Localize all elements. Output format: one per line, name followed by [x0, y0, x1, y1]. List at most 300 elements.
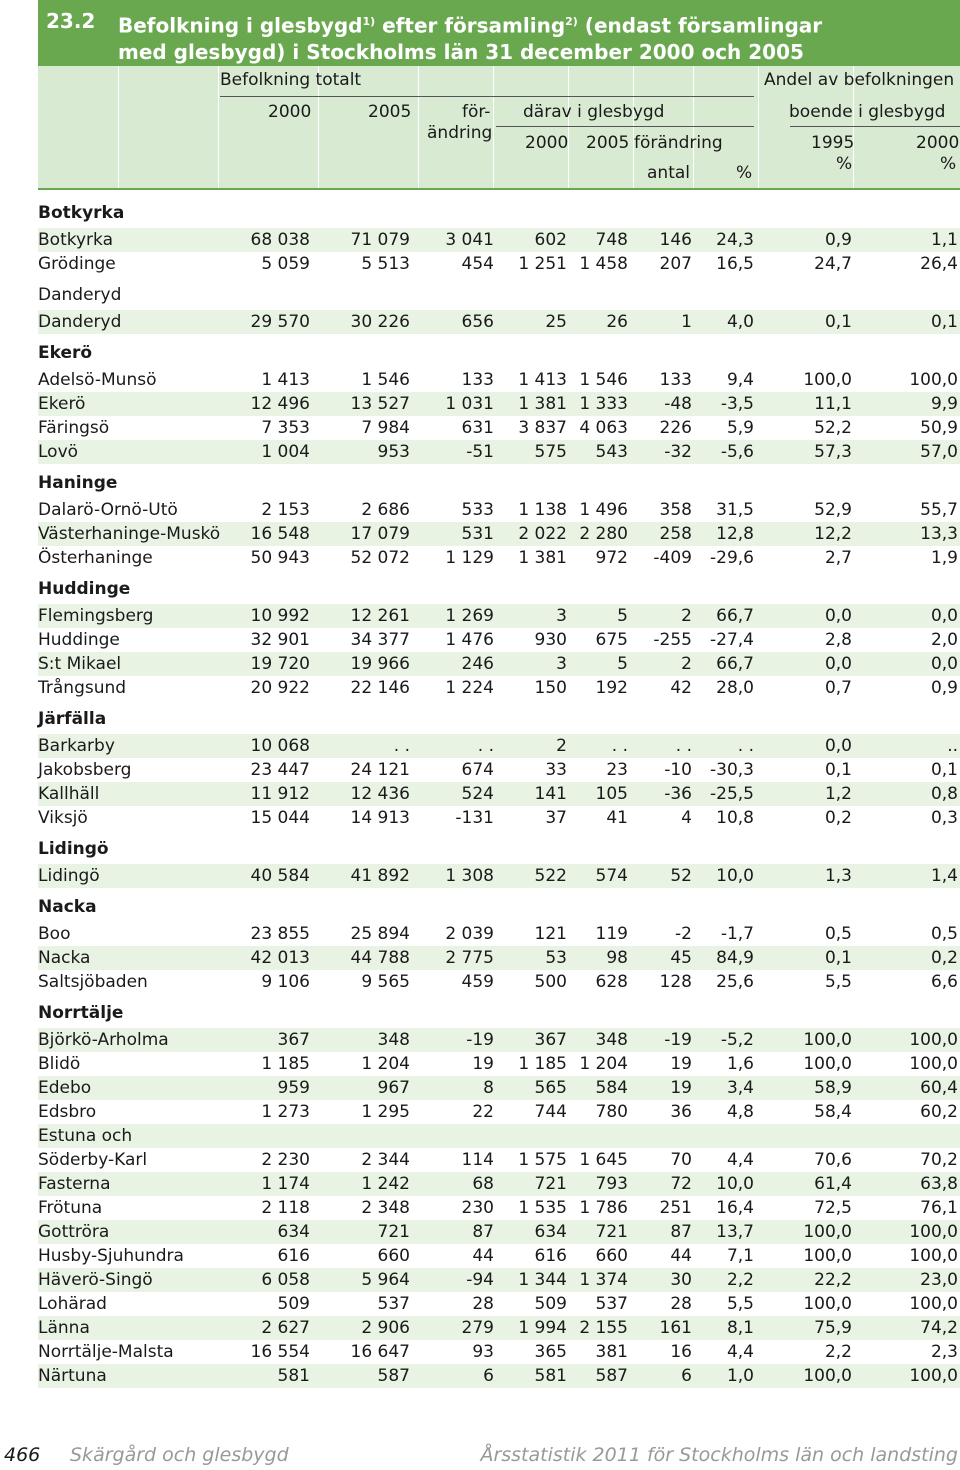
cell-value: -10: [664, 760, 692, 780]
table-row: [38, 1268, 960, 1292]
table-row: [38, 498, 960, 522]
cell-value: 6,6: [930, 972, 958, 992]
cell-value: 543: [595, 442, 628, 462]
table-number: 23.2: [46, 9, 96, 33]
cell-value: 1 185: [518, 1054, 567, 1074]
cell-value: 522: [534, 866, 567, 886]
cell-value: 230: [461, 1198, 494, 1218]
cell-value: 616: [277, 1246, 310, 1266]
cell-value: 10,8: [716, 808, 754, 828]
cell-value: 8,1: [726, 1318, 754, 1338]
parish-name: Husby-Sjuhundra: [38, 1246, 184, 1266]
cell-value: 581: [277, 1366, 310, 1386]
cell-value: 84,9: [716, 948, 754, 968]
cell-value: 1 413: [518, 370, 567, 390]
cell-value: 26: [606, 312, 628, 332]
cell-value: 31,5: [716, 500, 754, 520]
table-title: Befolkning i glesbygd$^{1)}$ efter församling$^{2)}$ (endast församlingar med glesbygd) i Stockholms län 31 december 2000 och 2005: [118, 13, 823, 64]
cell-value: 16 548: [250, 524, 310, 544]
cell-value: 60,2: [920, 1102, 958, 1122]
parish-name: Barkarby: [38, 736, 115, 756]
cell-value: 631: [461, 418, 494, 438]
cell-value: 1 786: [579, 1198, 628, 1218]
group-name: Ekerö: [38, 343, 93, 363]
table-row: [38, 758, 960, 782]
cell-value: 2,7: [824, 548, 852, 568]
cell-value: 0,0: [824, 654, 852, 674]
cell-value: 4,4: [726, 1342, 754, 1362]
cell-value: 2 280: [579, 524, 628, 544]
cell-value: 16,4: [716, 1198, 754, 1218]
parish-name: Länna: [38, 1318, 90, 1338]
table-row: [38, 970, 960, 994]
page-footer: [0, 1440, 960, 1470]
cell-value: 9,9: [930, 394, 958, 414]
parish-name: Trångsund: [38, 678, 127, 698]
cell-value: 674: [461, 760, 494, 780]
cell-value: 128: [659, 972, 692, 992]
cell-value: 36: [670, 1102, 692, 1122]
cell-value: 1 224: [445, 678, 494, 698]
cell-value: 0,5: [824, 924, 852, 944]
cell-value: 10,0: [716, 866, 754, 886]
table-row: [38, 1220, 960, 1244]
cell-value: 1,0: [726, 1366, 754, 1386]
cell-value: 44 788: [350, 948, 410, 968]
cell-value: 119: [595, 924, 628, 944]
cell-value: 100,0: [803, 1030, 852, 1050]
cell-value: 4: [681, 808, 692, 828]
cell-value: 381: [595, 1342, 628, 1362]
cell-value: 60,4: [920, 1078, 958, 1098]
cell-value: 1 295: [361, 1102, 410, 1122]
cell-value: 3: [556, 606, 567, 626]
cell-value: 2: [556, 736, 567, 756]
cell-value: 1 546: [579, 370, 628, 390]
table-row: [38, 1196, 960, 1220]
cell-value: 1 129: [445, 548, 494, 568]
cell-value: 150: [534, 678, 567, 698]
group-name: Norrtälje: [38, 1003, 124, 1023]
header-rule: [496, 126, 754, 127]
cell-value: 20 922: [250, 678, 310, 698]
cell-value: 70,2: [920, 1150, 958, 1170]
table-row: [38, 604, 960, 628]
cell-value: 1 381: [518, 394, 567, 414]
table-row: [38, 1244, 960, 1268]
cell-value: 531: [461, 524, 494, 544]
cell-value: 1 476: [445, 630, 494, 650]
cell-value: -3,5: [720, 394, 754, 414]
table-row: [38, 1076, 960, 1100]
cell-value: -32: [664, 442, 692, 462]
cell-value: 660: [595, 1246, 628, 1266]
cell-value: 71 079: [350, 230, 410, 250]
cell-value: 628: [595, 972, 628, 992]
cell-value: 25: [545, 312, 567, 332]
group-name: Nacka: [38, 897, 97, 917]
cell-value: 6: [483, 1366, 494, 1386]
parish-name: Danderyd: [38, 312, 122, 332]
group-name: Botkyrka: [38, 203, 125, 223]
cell-value: 744: [534, 1102, 567, 1122]
parish-name: Botkyrka: [38, 230, 113, 250]
parish-name: Frötuna: [38, 1198, 103, 1218]
group-heading: [38, 468, 960, 498]
parish-name: Edebo: [38, 1078, 92, 1098]
cell-value: 793: [595, 1174, 628, 1194]
cell-value: -131: [455, 808, 494, 828]
cell-value: 365: [534, 1342, 567, 1362]
cell-value: 0,0: [930, 654, 958, 674]
table-row: [38, 1148, 960, 1172]
cell-value: 13,7: [716, 1222, 754, 1242]
cell-value: 656: [461, 312, 494, 332]
group-name: Järfälla: [38, 709, 107, 729]
section-name: Skärgård och glesbygd: [70, 1444, 289, 1466]
cell-value: 1 994: [518, 1318, 567, 1338]
cell-value: 72: [670, 1174, 692, 1194]
cell-value: 28: [472, 1294, 494, 1314]
cell-value: 42 013: [250, 948, 310, 968]
parish-name: Flemingsberg: [38, 606, 154, 626]
cell-value: 19: [670, 1078, 692, 1098]
page-number: 466: [4, 1444, 41, 1466]
cell-value: 30 226: [350, 312, 410, 332]
cell-value: 1 242: [361, 1174, 410, 1194]
cell-value: 34 377: [350, 630, 410, 650]
cell-value: 454: [461, 254, 494, 274]
cell-value: 121: [534, 924, 567, 944]
cell-value: 12 436: [350, 784, 410, 804]
cell-value: 13,3: [920, 524, 958, 544]
cell-value: 1 344: [518, 1270, 567, 1290]
cell-value: 2 775: [445, 948, 494, 968]
header-antal: antal: [647, 163, 690, 183]
cell-value: 634: [277, 1222, 310, 1242]
parish-name: Grödinge: [38, 254, 116, 274]
group-heading: [38, 892, 960, 922]
parish-name: Jakobsberg: [38, 760, 132, 780]
group-name: Lidingö: [38, 839, 109, 859]
cell-value: 1 381: [518, 548, 567, 568]
parish-name: Lidingö: [38, 866, 100, 886]
cell-value: 0,2: [824, 808, 852, 828]
cell-value: 348: [595, 1030, 628, 1050]
cell-value: 2 022: [518, 524, 567, 544]
cell-value: 37: [545, 808, 567, 828]
table-row: [38, 440, 960, 464]
table-row: [38, 1292, 960, 1316]
table-row: [38, 628, 960, 652]
cell-value: 0,1: [824, 948, 852, 968]
cell-value: 1 031: [445, 394, 494, 414]
parish-name: Edsbro: [38, 1102, 97, 1122]
cell-value: 133: [659, 370, 692, 390]
group-heading: [38, 280, 960, 310]
cell-value: 0,8: [930, 784, 958, 804]
cell-value: 12,2: [814, 524, 852, 544]
cell-value: 537: [595, 1294, 628, 1314]
cell-value: 41 892: [350, 866, 410, 886]
cell-value: 0,9: [930, 678, 958, 698]
cell-value: 7 353: [261, 418, 310, 438]
cell-value: 8: [483, 1078, 494, 1098]
cell-value: 4,4: [726, 1150, 754, 1170]
cell-value: 11,1: [814, 394, 852, 414]
cell-value: 19: [472, 1054, 494, 1074]
cell-value: 0,1: [824, 760, 852, 780]
cell-value: 30: [670, 1270, 692, 1290]
cell-value: 0,1: [930, 760, 958, 780]
cell-value: 959: [277, 1078, 310, 1098]
cell-value: 575: [534, 442, 567, 462]
cell-value: -94: [466, 1270, 494, 1290]
group-heading: [38, 834, 960, 864]
cell-value: ..: [947, 736, 958, 756]
cell-value: 22 146: [350, 678, 410, 698]
parish-name: Österhaninge: [38, 548, 153, 568]
cell-value: 1 251: [518, 254, 567, 274]
cell-value: 721: [377, 1222, 410, 1242]
cell-value: 616: [534, 1246, 567, 1266]
parish-name: Estuna och: [38, 1126, 133, 1146]
cell-value: 1 575: [518, 1150, 567, 1170]
cell-value: 161: [659, 1318, 692, 1338]
cell-value: 114: [461, 1150, 494, 1170]
cell-value: 100,0: [909, 1054, 958, 1074]
cell-value: 1 496: [579, 500, 628, 520]
cell-value: 1 174: [261, 1174, 310, 1194]
group-heading: [38, 338, 960, 368]
cell-value: 5 513: [361, 254, 410, 274]
cell-value: 1,4: [930, 866, 958, 886]
cell-value: 2,0: [930, 630, 958, 650]
cell-value: -5,2: [720, 1030, 754, 1050]
parish-name: Boo: [38, 924, 71, 944]
cell-value: 226: [659, 418, 692, 438]
cell-value: 2 153: [261, 500, 310, 520]
table-body: [38, 198, 960, 1388]
cell-value: 6 058: [261, 1270, 310, 1290]
table-row: [38, 946, 960, 970]
parish-name: Lohärad: [38, 1294, 107, 1314]
cell-value: 12 496: [250, 394, 310, 414]
parish-name: Nacka: [38, 948, 91, 968]
cell-value: 660: [377, 1246, 410, 1266]
table-row: [38, 310, 960, 334]
parish-name: Västerhaninge-Muskö: [38, 524, 221, 544]
header-2000: 2000: [268, 102, 312, 122]
parish-name: Närtuna: [38, 1366, 107, 1386]
parish-name: Kallhäll: [38, 784, 100, 804]
table-row: [38, 1364, 960, 1388]
cell-value: 5 059: [261, 254, 310, 274]
cell-value: 602: [534, 230, 567, 250]
cell-value: 7,1: [726, 1246, 754, 1266]
cell-value: 3,4: [726, 1078, 754, 1098]
cell-value: 367: [534, 1030, 567, 1050]
table-row: [38, 1100, 960, 1124]
table-row: [38, 1340, 960, 1364]
table-row: [38, 1172, 960, 1196]
cell-value: 22,2: [814, 1270, 852, 1290]
group-name: Danderyd: [38, 285, 122, 305]
cell-value: 0,0: [824, 736, 852, 756]
table-row: [38, 1028, 960, 1052]
cell-value: 23 855: [250, 924, 310, 944]
table-row: [38, 806, 960, 830]
cell-value: 1 458: [579, 254, 628, 274]
cell-value: 61,4: [814, 1174, 852, 1194]
cell-value: 74,2: [920, 1318, 958, 1338]
cell-value: 2 627: [261, 1318, 310, 1338]
cell-value: 9 565: [361, 972, 410, 992]
cell-value: 3: [556, 654, 567, 674]
cell-value: 2 686: [361, 500, 410, 520]
cell-value: 44: [670, 1246, 692, 1266]
cell-value: 5,5: [824, 972, 852, 992]
cell-value: 50 943: [250, 548, 310, 568]
cell-value: -51: [466, 442, 494, 462]
parish-name: Gottröra: [38, 1222, 110, 1242]
cell-value: 207: [659, 254, 692, 274]
cell-value: 587: [595, 1366, 628, 1386]
cell-value: 5: [617, 606, 628, 626]
cell-value: 28: [670, 1294, 692, 1314]
cell-value: 52: [670, 866, 692, 886]
parish-name: Fasterna: [38, 1174, 111, 1194]
cell-value: 1 138: [518, 500, 567, 520]
cell-value: 5,9: [726, 418, 754, 438]
cell-value: 1 204: [579, 1054, 628, 1074]
cell-value: 23,0: [920, 1270, 958, 1290]
cell-value: -36: [664, 784, 692, 804]
cell-value: 24 121: [350, 760, 410, 780]
cell-value: 29 570: [250, 312, 310, 332]
header-for: för-: [462, 102, 491, 122]
cell-value: 76,1: [920, 1198, 958, 1218]
cell-value: -409: [653, 548, 692, 568]
cell-value: 24,7: [814, 254, 852, 274]
cell-value: 87: [670, 1222, 692, 1242]
cell-value: 16 647: [350, 1342, 410, 1362]
cell-value: 14 913: [350, 808, 410, 828]
cell-value: 72,5: [814, 1198, 852, 1218]
cell-value: 100,0: [909, 1030, 958, 1050]
cell-value: 75,9: [814, 1318, 852, 1338]
header-pct-1995: %: [836, 154, 853, 174]
cell-value: 11 912: [250, 784, 310, 804]
cell-value: 6: [681, 1366, 692, 1386]
cell-value: 0,9: [824, 230, 852, 250]
cell-value: 358: [659, 500, 692, 520]
cell-value: 721: [595, 1222, 628, 1242]
cell-value: 146: [659, 230, 692, 250]
cell-value: 44: [472, 1246, 494, 1266]
cell-value: -48: [664, 394, 692, 414]
cell-value: -30,3: [710, 760, 754, 780]
table-row: [38, 676, 960, 700]
cell-value: 100,0: [803, 1054, 852, 1074]
cell-value: 19 720: [250, 654, 310, 674]
cell-value: 100,0: [803, 1246, 852, 1266]
cell-value: 2: [681, 606, 692, 626]
cell-value: . .: [477, 736, 494, 756]
cell-value: 15 044: [250, 808, 310, 828]
table-row: [38, 782, 960, 806]
cell-value: 4,8: [726, 1102, 754, 1122]
cell-value: 634: [534, 1222, 567, 1242]
cell-value: 19 966: [350, 654, 410, 674]
cell-value: 1 413: [261, 370, 310, 390]
cell-value: 565: [534, 1078, 567, 1098]
cell-value: 1,9: [930, 548, 958, 568]
cell-value: 52 072: [350, 548, 410, 568]
header-a2000: 2000: [916, 133, 960, 153]
cell-value: 348: [377, 1030, 410, 1050]
parish-name: Viksjö: [38, 808, 88, 828]
header-g2000: 2000: [525, 133, 569, 153]
cell-value: 40 584: [250, 866, 310, 886]
parish-name: Dalarö-Ornö-Utö: [38, 500, 178, 520]
cell-value: 581: [534, 1366, 567, 1386]
cell-value: 1: [681, 312, 692, 332]
cell-value: 1 204: [361, 1054, 410, 1074]
cell-value: 100,0: [909, 1294, 958, 1314]
cell-value: 1 374: [579, 1270, 628, 1290]
parish-name: Söderby-Karl: [38, 1150, 148, 1170]
cell-value: 1 308: [445, 866, 494, 886]
cell-value: 68: [472, 1174, 494, 1194]
cell-value: 930: [534, 630, 567, 650]
cell-value: 500: [534, 972, 567, 992]
cell-value: 41: [606, 808, 628, 828]
cell-value: 584: [595, 1078, 628, 1098]
cell-value: 33: [545, 760, 567, 780]
table-row: [38, 416, 960, 440]
header-rule: [220, 96, 754, 97]
cell-value: 23: [606, 760, 628, 780]
header-pct-2000: %: [940, 154, 957, 174]
cell-value: 533: [461, 500, 494, 520]
table-row: [38, 652, 960, 676]
table-row: [38, 864, 960, 888]
cell-value: 26,4: [920, 254, 958, 274]
parish-name: S:t Mikael: [38, 654, 122, 674]
group-name: Huddinge: [38, 579, 131, 599]
cell-value: 0,1: [824, 312, 852, 332]
cell-value: -25,5: [710, 784, 754, 804]
cell-value: 780: [595, 1102, 628, 1122]
cell-value: 1 273: [261, 1102, 310, 1122]
cell-value: 53: [545, 948, 567, 968]
cell-value: -2: [675, 924, 692, 944]
cell-value: 100,0: [803, 1366, 852, 1386]
header-varav: därav i glesbygd: [523, 102, 665, 122]
header-2005: 2005: [368, 102, 412, 122]
cell-value: 13 527: [350, 394, 410, 414]
cell-value: 50,9: [920, 418, 958, 438]
parish-name: Lovö: [38, 442, 79, 462]
parish-name: Häverö-Singö: [38, 1270, 153, 1290]
table-row: [38, 228, 960, 252]
cell-value: . .: [611, 736, 628, 756]
parish-name: Ekerö: [38, 394, 86, 414]
cell-value: 25 894: [350, 924, 410, 944]
cell-value: -19: [664, 1030, 692, 1050]
publication-name: Årsstatistik 2011 för Stockholms län och landsting: [480, 1444, 958, 1466]
